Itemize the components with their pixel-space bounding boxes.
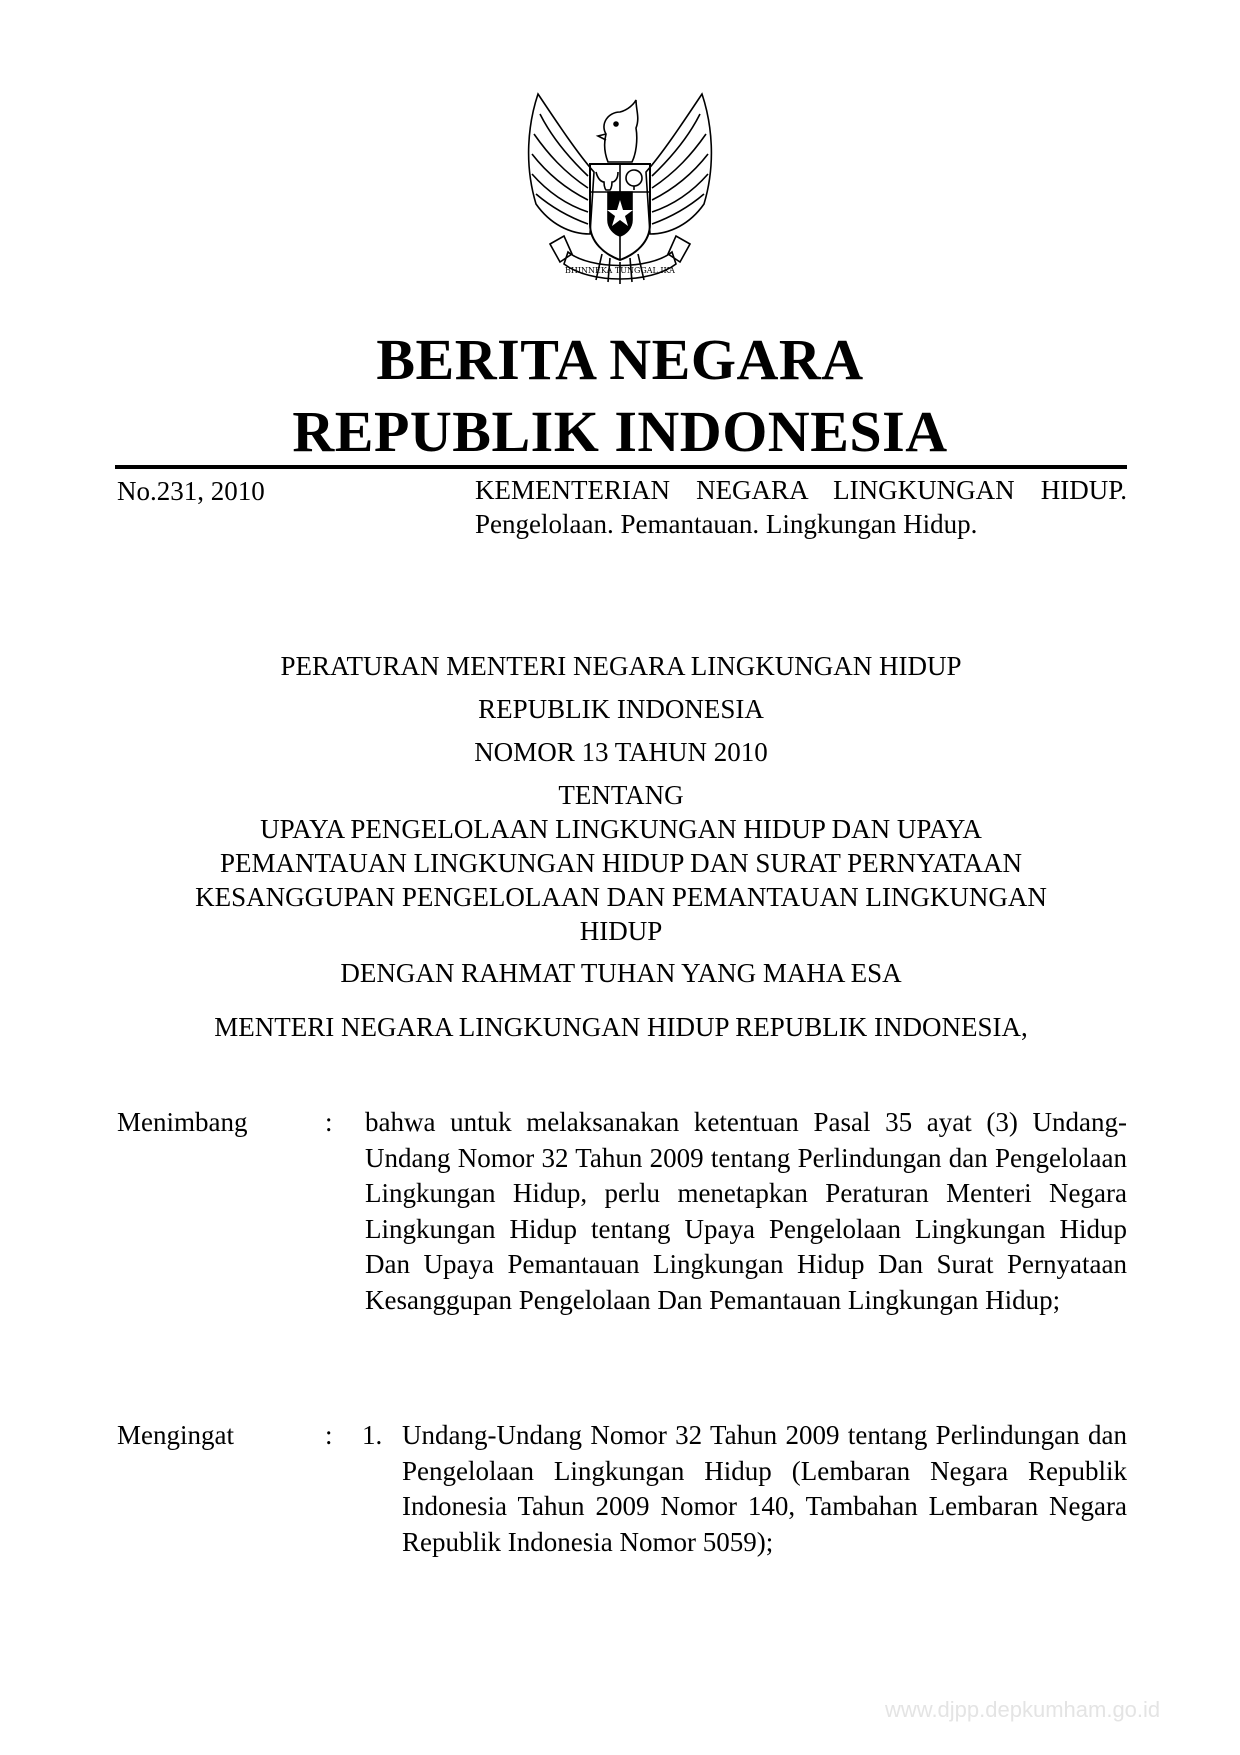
regulation-subject-line: UPAYA PENGELOLAAN LINGKUNGAN HIDUP DAN UPAYA xyxy=(260,814,982,844)
gazette-subject: KEMENTERIAN NEGARA LINGKUNGAN HIDUP. Pengelolaan. Pemantauan. Lingkungan Hidup. xyxy=(475,475,1127,539)
clause-separator: : xyxy=(325,1420,333,1450)
masthead-title-line2: REPUBLIK INDONESIA xyxy=(292,399,948,464)
regulation-title xyxy=(115,645,1127,817)
clause-text: bahwa untuk melaksanakan ketentuan Pasal 35 ayat (3) Undang-Undang Nomor 32 Tahun 2009 tentang Perlindungan dan Pengelolaan Lingkungan Hidup, perlu menetapkan Peraturan Menteri Negara Lingkungan Hidup tentang Upaya Pengelolaan Lingkungan Hidup Dan Upaya Pemantauan Lingkungan Hidup Dan Surat Pernyataan Kesanggupan Pengelolaan Dan Pemantauan Lingkungan Hidup; xyxy=(365,1107,1127,1315)
regulation-subject-line: HIDUP xyxy=(579,916,663,946)
greeting: DENGAN RAHMAT TUHAN YANG MAHA ESA xyxy=(340,958,902,988)
clause-label: Menimbang xyxy=(117,1107,248,1137)
list-item-text: Undang-Undang Nomor 32 Tahun 2009 tentang Perlindungan dan Pengelolaan Lingkungan Hidup (Lembaran Negara Republik Indonesia Tahun 2009 Nomor 140, Tambahan Lembaran Negara Republik Indonesia Nomor 5059); xyxy=(402,1420,1127,1557)
regulation-title-line: PERATURAN MENTERI NEGARA LINGKUNGAN HIDUP xyxy=(280,651,962,681)
source-watermark: www.djpp.depkumham.go.id xyxy=(885,1697,1161,1722)
issuer: MENTERI NEGARA LINGKUNGAN HIDUP REPUBLIK INDONESIA, xyxy=(214,1012,1028,1042)
masthead-title-line1: BERITA NEGARA xyxy=(376,327,864,392)
list-item-number: 1. xyxy=(362,1420,383,1450)
regulation-subject xyxy=(115,812,1127,948)
garuda-pancasila-emblem-icon xyxy=(520,84,720,296)
regulation-subject-line: KESANGGUPAN PENGELOLAAN DAN PEMANTAUAN LINGKUNGAN xyxy=(195,882,1047,912)
masthead-divider xyxy=(115,465,1127,469)
regulation-title-line: TENTANG xyxy=(558,780,684,810)
clause-label: Mengingat xyxy=(117,1420,234,1450)
regulation-title-line: NOMOR 13 TAHUN 2010 xyxy=(474,737,768,767)
clause-separator: : xyxy=(325,1107,333,1137)
regulation-title-line: REPUBLIK INDONESIA xyxy=(478,694,764,724)
gazette-number: No.231, 2010 xyxy=(117,476,265,506)
emblem-motto: BHINNEKA TUNGGAL IKA xyxy=(565,266,675,275)
regulation-subject-line: PEMANTAUAN LINGKUNGAN HIDUP DAN SURAT PERNYATAAN xyxy=(220,848,1022,878)
